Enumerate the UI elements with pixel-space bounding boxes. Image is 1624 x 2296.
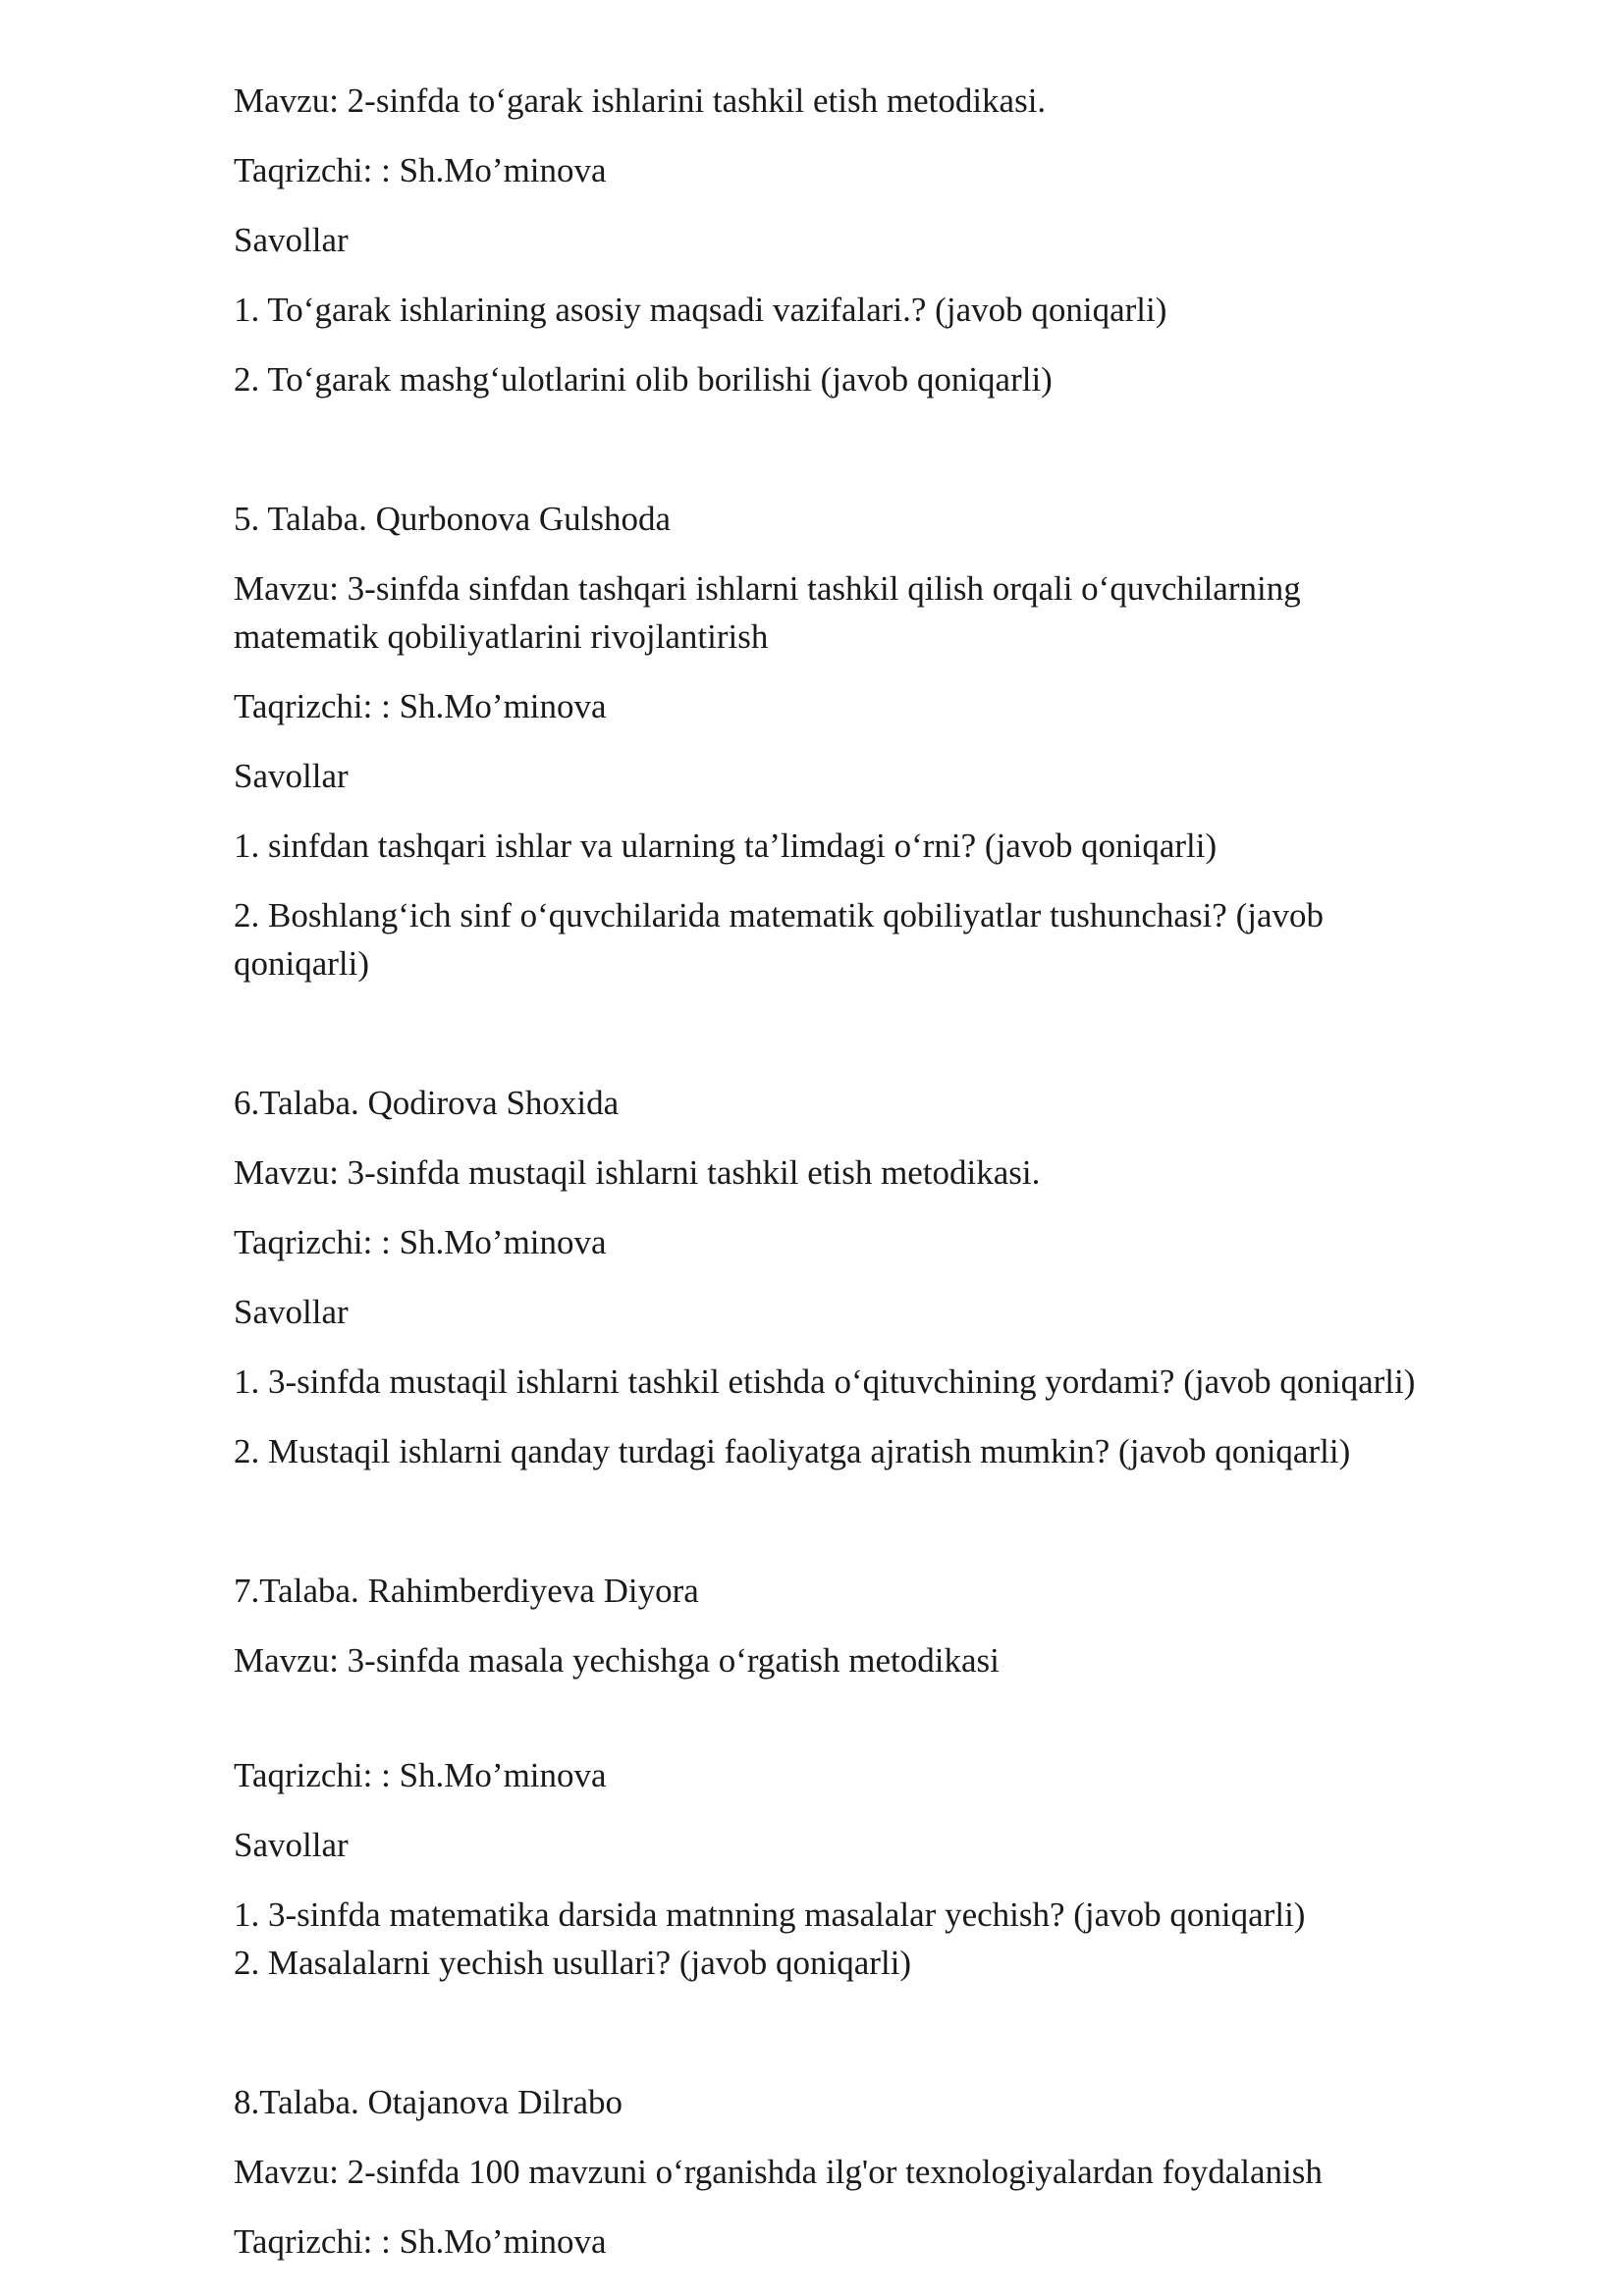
question-line-continued: qoniqarli) bbox=[234, 944, 370, 983]
reviewer-line: Taqrizchi: : Sh.Mo’minova bbox=[234, 151, 607, 189]
questions-heading: Savollar bbox=[234, 757, 349, 795]
topic-line: Mavzu: 2-sinfda to‘garak ishlarini tashkil etish metodikasi. bbox=[234, 81, 1047, 120]
topic-line: Mavzu: 3-sinfda masala yechishga o‘rgatish metodikasi bbox=[234, 1641, 1000, 1680]
questions-heading: Savollar bbox=[234, 1826, 349, 1864]
question-line: 1. 3-sinfda matematika darsida matnning masalalar yechish? (javob qoniqarli) bbox=[234, 1896, 1306, 1934]
student-heading: 5. Talaba. Qurbonova Gulshoda bbox=[234, 500, 672, 538]
topic-line: Mavzu: 3-sinfda mustaqil ishlarni tashkil etish metodikasi. bbox=[234, 1153, 1041, 1192]
question-line: 2. Mustaqil ishlarni qanday turdagi faoliyatga ajratish mumkin? (javob qoniqarli) bbox=[234, 1432, 1351, 1470]
student-heading: 7.Talaba. Rahimberdiyeva Diyora bbox=[234, 1572, 699, 1610]
topic-line: Mavzu: 2-sinfda 100 mavzuni o‘rganishda ilg'or texnologiyalardan foydalanish bbox=[234, 2153, 1323, 2191]
topic-line-continued: matematik qobiliyatlarini rivojlantirish bbox=[234, 617, 769, 656]
question-line: 1. To‘garak ishlarining asosiy maqsadi vazifalari.? (javob qoniqarli) bbox=[234, 291, 1167, 329]
question-line: 2. Boshlang‘ich sinf o‘quvchilarida matematik qobiliyatlar tushunchasi? (javob bbox=[234, 896, 1325, 934]
reviewer-line: Taqrizchi: : Sh.Mo’minova bbox=[234, 1756, 607, 1794]
question-line: 2. Masalalarni yechish usullari? (javob qoniqarli) bbox=[234, 1944, 912, 1982]
student-heading: 6.Talaba. Qodirova Shoxida bbox=[234, 1084, 620, 1122]
reviewer-line: Taqrizchi: : Sh.Mo’minova bbox=[234, 687, 607, 725]
question-line: 1. 3-sinfda mustaqil ishlarni tashkil etishda o‘qituvchining yordami? (javob qoniqarli) bbox=[234, 1362, 1416, 1401]
topic-line: Mavzu: 3-sinfda sinfdan tashqari ishlarni tashkil qilish orqali o‘quvchilarning bbox=[234, 569, 1301, 608]
reviewer-line: Taqrizchi: : Sh.Mo’minova bbox=[234, 1223, 607, 1261]
student-heading: 8.Talaba. Otajanova Dilrabo bbox=[234, 2083, 623, 2121]
question-line: 2. To‘garak mashg‘ulotlarini olib borilishi (javob qoniqarli) bbox=[234, 360, 1053, 399]
questions-heading: Savollar bbox=[234, 1293, 349, 1331]
reviewer-line: Taqrizchi: : Sh.Mo’minova bbox=[234, 2222, 607, 2261]
questions-heading: Savollar bbox=[234, 221, 349, 259]
question-line: 1. sinfdan tashqari ishlar va ularning ta’limdagi o‘rni? (javob qoniqarli) bbox=[234, 827, 1218, 865]
